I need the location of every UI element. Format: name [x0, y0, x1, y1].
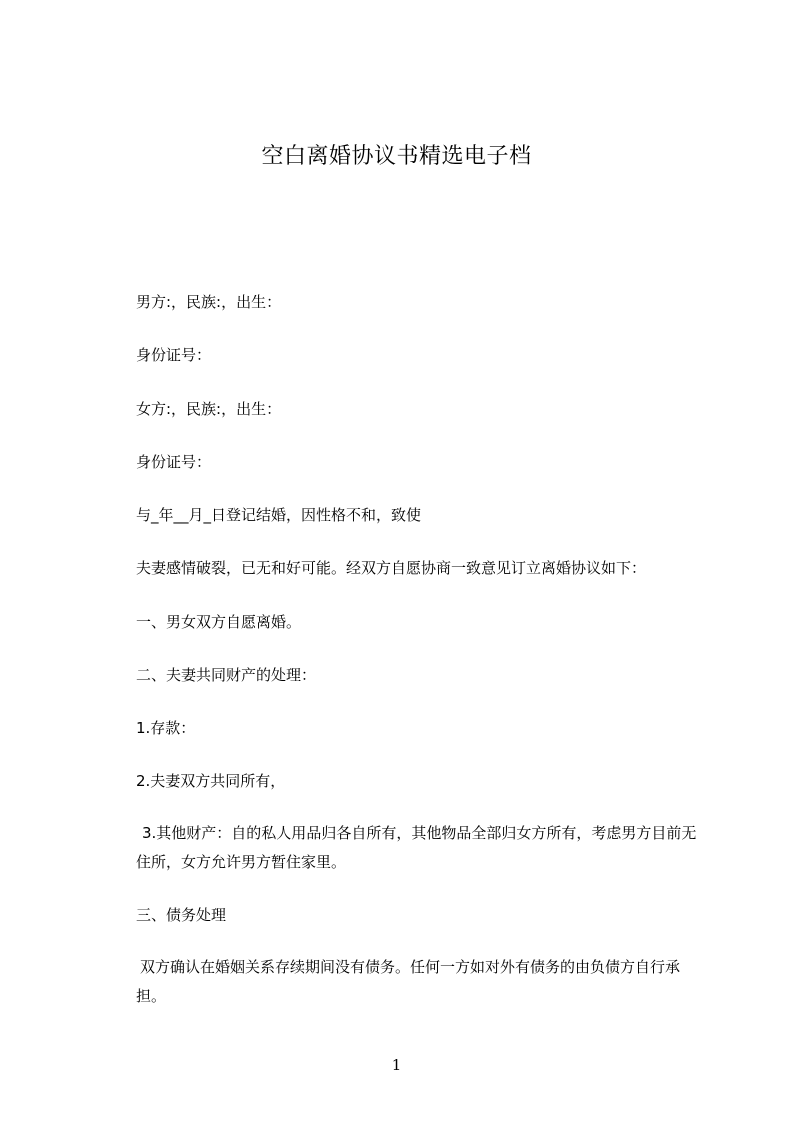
paragraph-female-id: 身份证号：	[136, 453, 212, 471]
paragraph-female-party: 女方:，民族:，出生：	[136, 400, 282, 418]
clause-divorce: 一、男女双方自愿离婚。	[136, 613, 302, 631]
paragraph-agreement-intro: 夫妻感情破裂，已无和好可能。经双方自愿协商一致意见订立离婚协议如下：	[136, 559, 647, 577]
item-other-property: 3.其他财产：自的私人用品归各自所有，其他物品全部归女方所有，考虑男方目前无住所，女方允许男方暂住家里。	[136, 824, 697, 871]
paragraph-male-party: 男方:，民族:，出生：	[136, 293, 282, 311]
item-joint-ownership: 2.夫妻双方共同所有，	[136, 772, 286, 790]
paragraph-debt-statement: 双方确认在婚姻关系存续期间没有债务。任何一方如对外有债务的由负债方自行承担。	[136, 958, 681, 1005]
document-title: 空白离婚协议书精选电子档	[261, 144, 532, 169]
page-number: 1	[391, 1056, 402, 1074]
paragraph-marriage-date: 与_年__月_日登记结婚，因性格不和，致使	[136, 506, 422, 524]
paragraph-male-id: 身份证号：	[136, 346, 212, 364]
clause-debt: 三、债务处理	[136, 906, 227, 924]
clause-property: 二、夫妻共同财产的处理：	[136, 666, 317, 684]
item-savings: 1.存款：	[136, 719, 196, 737]
